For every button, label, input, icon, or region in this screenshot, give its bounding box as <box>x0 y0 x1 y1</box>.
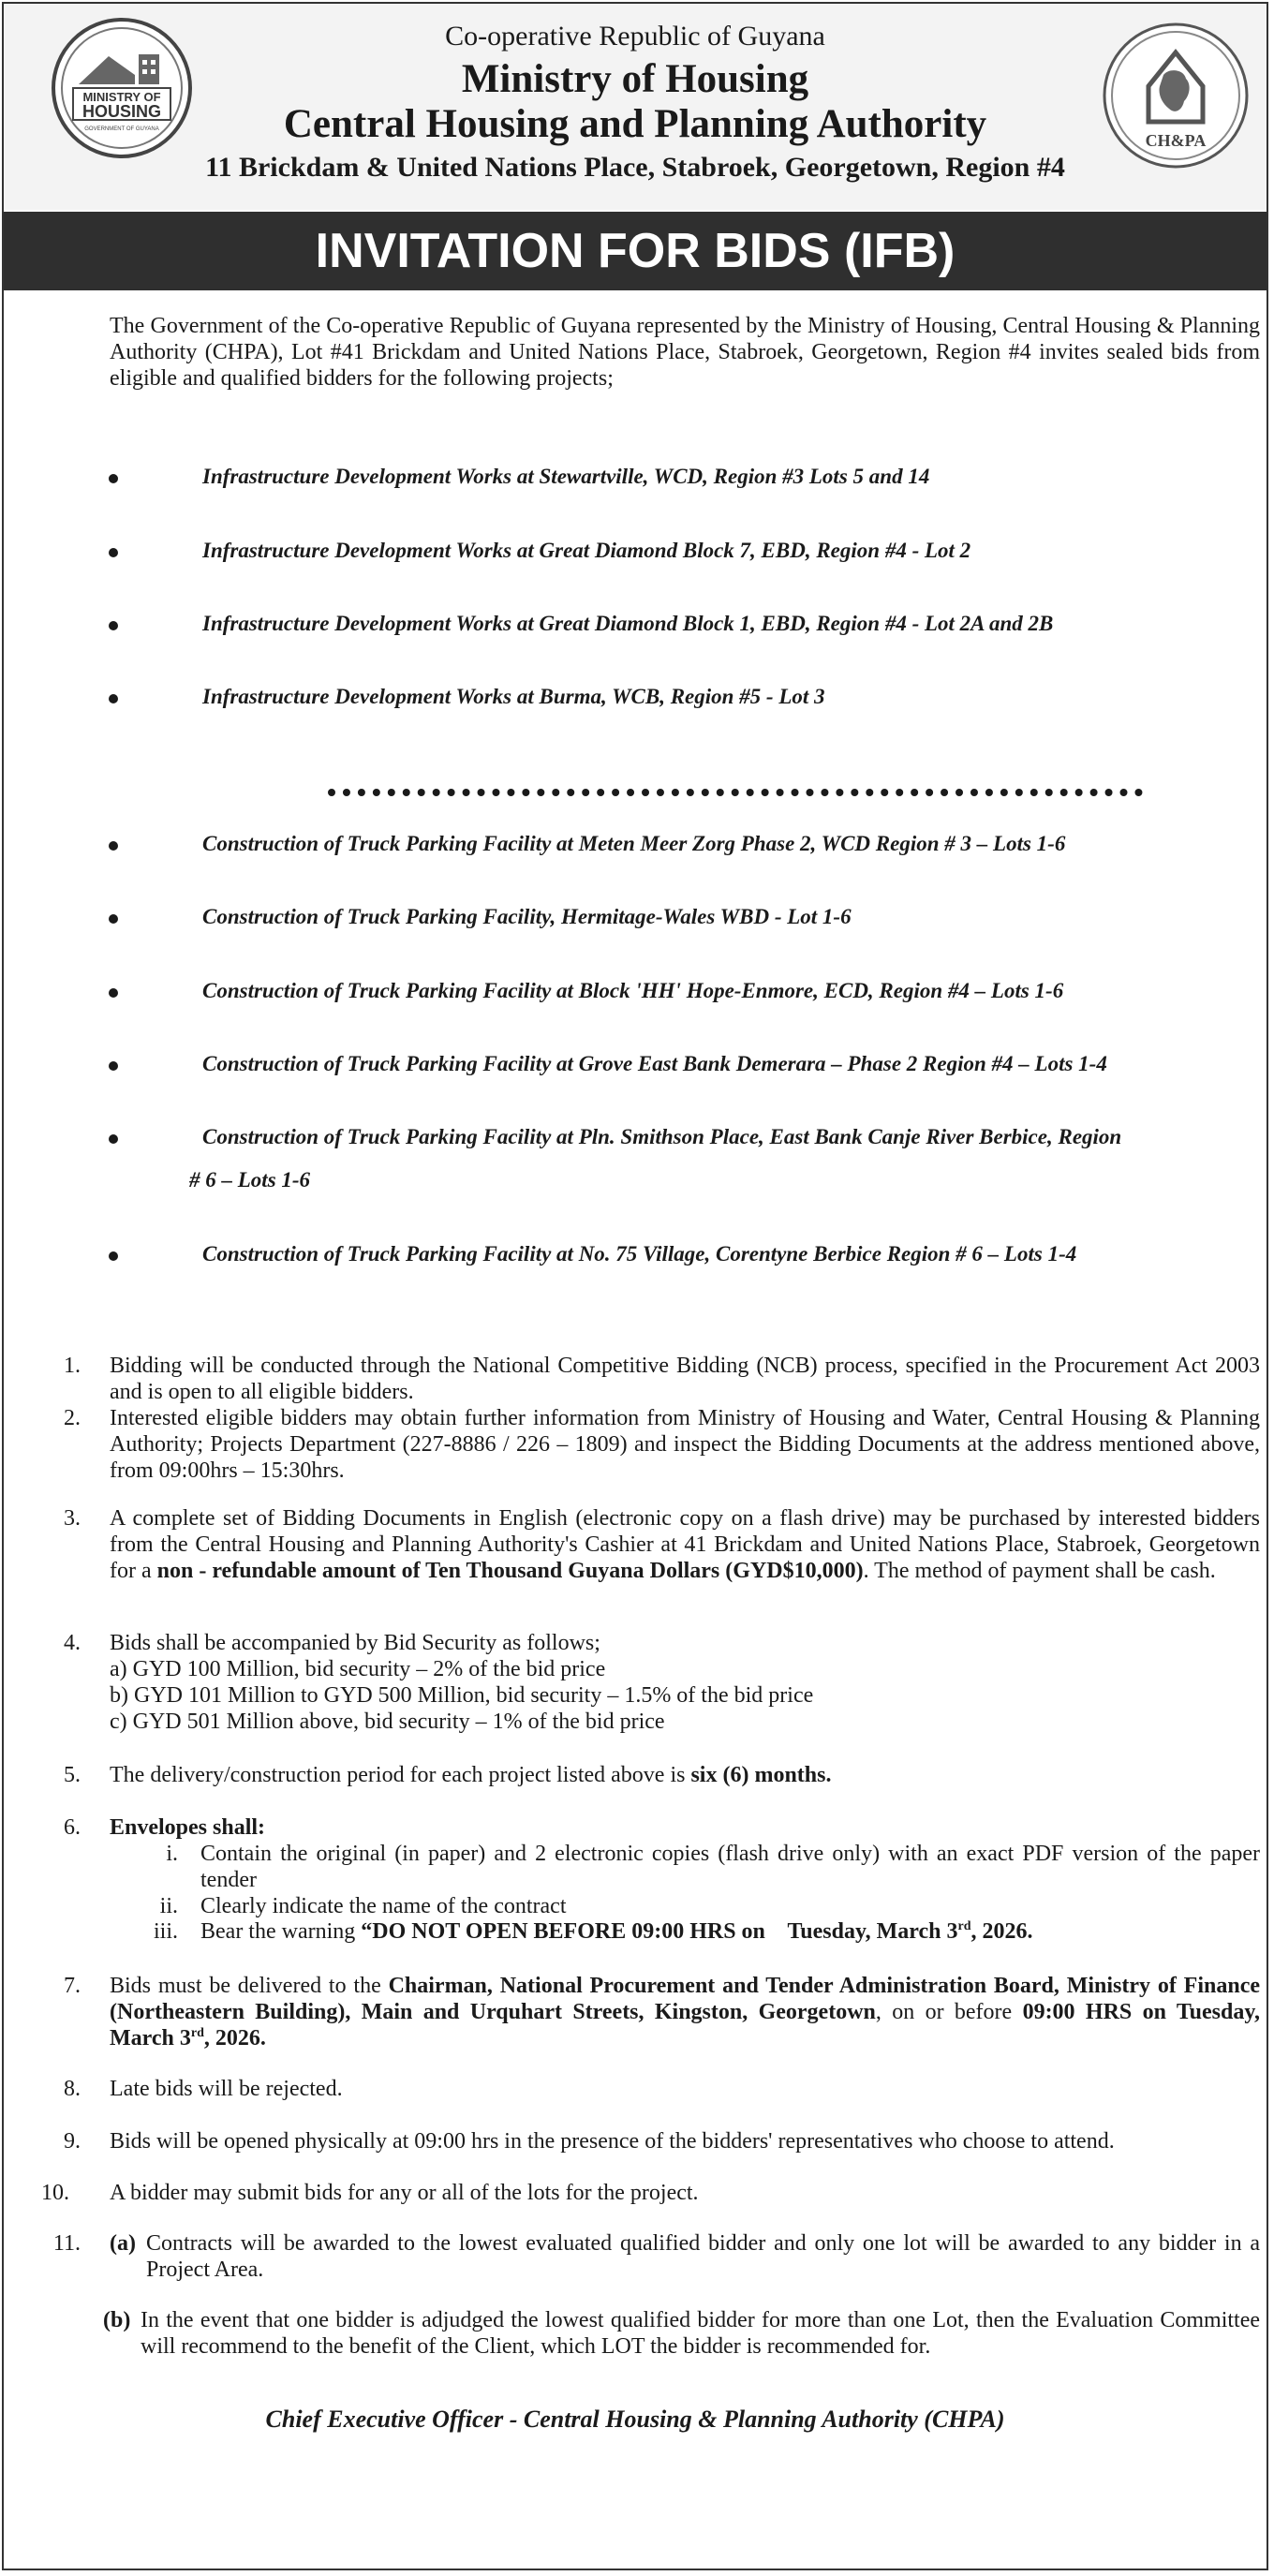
clause-11-a-text: Contracts will be awarded to the lowest evaluated qualified bidder and only one lot will be awarded to any bidder in a Project Area. <box>146 2231 1260 2282</box>
envelope-rule-iii-text: Bear the warning <box>200 1919 356 1944</box>
clause-10-text: A bidder may submit bids for any or all of the lots for the project. <box>110 2181 699 2205</box>
ifb-page <box>2 2 1268 2570</box>
clause-2-text: Interested eligible bidders may obtain further information from Ministry of Housing and Water, Central Housing & Planning Authority; Projects Department (227-8886 / 226 – 1809) and inspect the Bidding Documents at the address mentioned above, from 09:00hrs – 15:30hrs. <box>110 1406 1260 1483</box>
clause-number: 6. <box>64 1815 81 1840</box>
bid-security-c: c) GYD 501 Million above, bid security – 1% of the bid price <box>110 1710 665 1734</box>
sub-number: ii. <box>159 1894 178 1918</box>
delivery-deadline-year: , 2026. <box>203 2026 266 2050</box>
logo-left-line2: HOUSING <box>81 102 162 121</box>
delivery-address: Chairman, National Procurement and Tender Administration Board, Ministry of Finance (Northeastern Building), Main and Urquhart Streets, Kingston, Georgetown <box>110 1974 1260 2024</box>
clause-number: 8. <box>64 2077 81 2101</box>
bullet-icon <box>109 1251 118 1261</box>
clause-1-text: Bidding will be conducted through the National Competitive Bidding (NCB) process, specified in the Procurement Act 2003 and is open to all eligible bidders. <box>110 1354 1260 1404</box>
republic-title: Co-operative Republic of Guyana <box>445 21 825 52</box>
project-title: Construction of Truck Parking Facility at Meten Meer Zorg Phase 2, WCD Region # 3 – Lots 1-6 <box>202 832 1066 855</box>
clause-11-b-label: (b) <box>103 2308 131 2332</box>
clause-3-amount: non - refundable amount of Ten Thousand Guyana Dollars (GYD$10,000) <box>156 1559 864 1583</box>
header <box>4 4 1267 210</box>
bullet-icon <box>109 1061 118 1071</box>
clause-7-text-b: , on or before <box>875 2000 1013 2024</box>
clause-8-text: Late bids will be rejected. <box>110 2077 343 2101</box>
delivery-deadline: 09:00 HRS on Tuesday, March 3 <box>110 2000 1261 2050</box>
sub-number: iii. <box>153 1919 178 1944</box>
banner-title: INVITATION FOR BIDS (IFB) <box>4 212 1267 290</box>
bid-security-a: a) GYD 100 Million, bid security – 2% of the bid price <box>110 1657 606 1681</box>
clause-number: 2. <box>64 1406 81 1430</box>
clause-number: 4. <box>64 1631 81 1655</box>
ministry-title: Ministry of Housing <box>461 57 809 101</box>
clause-3-text-b: . The method of payment shall be cash. <box>863 1559 1216 1583</box>
clause-3-text-a: A complete set of Bidding Documents in English (electronic copy on a flash drive) may be purchased by interested bidders from the Central Housing and Planning Authority's Cashier at 41 Brickdam and United Nations Place, Stabroek, Georgetown for a <box>110 1506 1260 1583</box>
project-title: Infrastructure Development Works at Stewartville, WCD, Region #3 Lots 5 and 14 <box>202 465 930 488</box>
clause-number: 10. <box>41 2181 69 2205</box>
dotted-separator <box>328 789 1143 796</box>
envelope-rule-iii <box>200 1918 1260 1945</box>
envelope-warning-year: , 2026. <box>970 1919 1033 1944</box>
bullet-icon <box>109 988 118 998</box>
project-title: Construction of Truck Parking Facility at Grove East Bank Demerara – Phase 2 Region #4 – Lots 1-4 <box>202 1052 1107 1075</box>
project-title: Infrastructure Development Works at Great Diamond Block 1, EBD, Region #4 - Lot 2A and 2B <box>202 612 1054 635</box>
envelope-rule-ii: Clearly indicate the name of the contract <box>200 1894 567 1918</box>
bullet-icon <box>109 694 118 703</box>
clause-7-text <box>110 1973 1260 2051</box>
project-title: Infrastructure Development Works at Great Diamond Block 7, EBD, Region #4 - Lot 2 <box>202 539 971 562</box>
logo-left-line3: GOVERNMENT OF GUYANA <box>84 126 159 132</box>
clause-number: 9. <box>64 2129 81 2154</box>
clause-11-b-text: In the event that one bidder is adjudged the lowest qualified bidder for more than one Lot, then the Evaluation Committee will recommend to the benefit of the Client, which LOT the bidder is recommended for. <box>141 2308 1260 2359</box>
bullet-icon <box>109 841 118 851</box>
sub-number: i. <box>166 1842 178 1866</box>
project-title: Construction of Truck Parking Facility at Pln. Smithson Place, East Bank Canje River Berbice, Region <box>202 1125 1122 1148</box>
bid-security-b: b) GYD 101 Million to GYD 500 Million, bid security – 1.5% of the bid price <box>110 1683 814 1708</box>
clause-7-text-a: Bids must be delivered to the <box>110 1974 381 1998</box>
envelope-rule-i: Contain the original (in paper) and 2 electronic copies (flash drive only) with an exact PDF version of the paper tender <box>200 1842 1260 1892</box>
envelope-warning: “DO NOT OPEN BEFORE 09:00 HRS on Tuesday, March 3 <box>361 1919 958 1944</box>
clause-9-text: Bids will be opened physically at 09:00 hrs in the presence of the bidders' representatives who choose to attend. <box>110 2129 1115 2154</box>
logo-left-line1: MINISTRY OF <box>82 90 161 104</box>
clause-5-text <box>110 1762 1260 1788</box>
bullet-icon <box>109 548 118 557</box>
clause-5-text-a: The delivery/construction period for each project listed above is <box>110 1763 686 1787</box>
bullet-icon <box>109 621 118 630</box>
project-title-continuation: # 6 – Lots 1-6 <box>189 1168 311 1192</box>
clause-number: 11. <box>52 2231 81 2256</box>
chpa-logo-icon <box>1102 21 1250 170</box>
clause-3-text <box>110 1505 1260 1584</box>
clause-number: 3. <box>64 1506 81 1531</box>
clause-5-period: six (6) months. <box>690 1763 832 1787</box>
address-line: 11 Brickdam & United Nations Place, Stabroek, Georgetown, Region #4 <box>205 152 1065 183</box>
date-suffix: rd <box>190 2026 204 2040</box>
project-title: Construction of Truck Parking Facility at Block 'HH' Hope-Enmore, ECD, Region #4 – Lots 1-6 <box>202 979 1064 1002</box>
project-title: Infrastructure Development Works at Burma, WCB, Region #5 - Lot 3 <box>202 685 825 708</box>
bullet-icon <box>109 474 118 483</box>
project-title: Construction of Truck Parking Facility at No. 75 Village, Corentyne Berbice Region # 6 – Lots 1-4 <box>202 1242 1077 1266</box>
clause-number: 7. <box>64 1974 81 1998</box>
clause-number: 5. <box>64 1763 81 1787</box>
date-suffix: rd <box>957 1919 971 1933</box>
signature-line: Chief Executive Officer - Central Housing & Planning Authority (CHPA) <box>265 2406 1005 2433</box>
clause-number: 1. <box>64 1354 81 1378</box>
bullet-icon <box>109 1134 118 1144</box>
authority-title: Central Housing and Planning Authority <box>283 102 987 146</box>
logo-right-text: CH&PA <box>1145 131 1207 150</box>
project-title: Construction of Truck Parking Facility, Hermitage-Wales WBD - Lot 1-6 <box>202 905 852 928</box>
intro-paragraph: The Government of the Co-operative Republic of Guyana represented by the Ministry of Housing, Central Housing & Planning Authority (CHPA), Lot #41 Brickdam and United Nations Place, Stabroek, Georgetown, Region #4 invites sealed bids from eligible and qualified bidders for the following projects; <box>110 314 1260 391</box>
clause-11-a-label: (a) <box>110 2231 136 2256</box>
clause-4-text: Bids shall be accompanied by Bid Security as follows; <box>110 1631 600 1655</box>
bullet-icon <box>109 914 118 924</box>
clause-6-heading: Envelopes shall: <box>110 1815 266 1840</box>
